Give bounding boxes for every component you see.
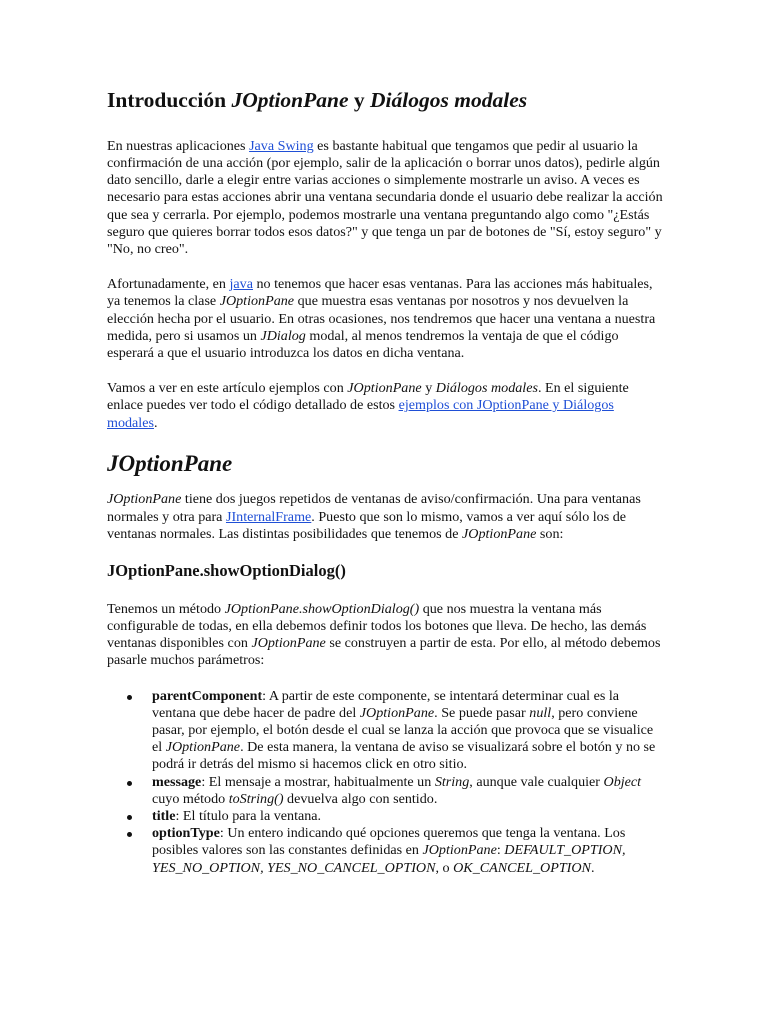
title-text: y xyxy=(348,88,371,112)
title-text-italic: Diálogos modales xyxy=(370,88,528,112)
jinternalframe-link[interactable]: JInternalFrame xyxy=(225,508,312,525)
java-link[interactable]: java xyxy=(229,276,253,293)
java-swing-link[interactable]: Java Swing xyxy=(249,137,314,154)
ejemplos-link[interactable]: ejemplos con JOptionPane y Diálogos modales xyxy=(107,397,614,431)
paragraph-showoptiondialog: Tenemos un método JOptionPane.showOptionDialog() que nos muestra la ventana más configurable de todas, en ella debemos definir todos los botones que lleva. De hecho, las demás ventanas disponibles con JOptionPane se construyen a partir de esta. Por ello, al método debemos pasarle muchos parámetros: xyxy=(107,600,661,669)
parameter-list xyxy=(107,688,663,877)
title-text: Introducción xyxy=(107,88,232,112)
paragraph-vamos-a-ver: Vamos a ver en este artículo ejemplos con JOptionPane y Diálogos modales. En el siguiente enlace puedes ver todo el código detallado de estos ejemplos con JOptionPane y Diálogos modales. xyxy=(107,380,629,431)
article-body xyxy=(107,88,663,877)
section-heading-joptionpane: JOptionPane xyxy=(107,450,233,476)
bullet-icon xyxy=(127,695,132,700)
intro-paragraph: En nuestras aplicaciones Java Swing es bastante habitual que tengamos que pedir al usuario la confirmación de una acción (por ejemplo, salir de la aplicación o borrar unos datos), pedirle algún dato sencillo, darle a elegir entre varias acciones o simplemente mostrarle un aviso. A veces es necesario para estas acciones abrir una ventana secundaria donde el usuario debe realizar la acción que sea y cerrarla. Por ejemplo, podemos mostrarle una ventana preguntando algo como "¿Estás seguro que quieres borrar todos esos datos?" y que tenga un par de botones de "Sí, estoy seguro" y "No, no creo". xyxy=(107,137,663,258)
bullet-icon xyxy=(127,815,132,820)
list-item: parentComponent: A partir de este componente, se intentará determinar cual es la ventana que debe hacer de padre del JOptionPane. Se puede pasar null, pero conviene pasar, por ejemplo, el botón desde el cual se lanza la acción que provoca que se visualice el JOptionPane. De esta manera, la ventana de aviso se visualizará sobre el botón y no se podrá ir detrás del mismo si hacemos click en otro sitio. xyxy=(107,688,663,774)
paragraph-joptionpane-intro: JOptionPane tiene dos juegos repetidos de ventanas de aviso/confirmación. Una para ventanas normales y otra para JInternalFrame. Puesto que son lo mismo, vamos a ver aquí sólo los de ventanas normales. Las distintas posibilidades que tenemos de JOptionPane son: xyxy=(107,491,641,542)
list-item: title: El título para la ventana. xyxy=(107,808,663,825)
subheading-showoptiondialog: JOptionPane.showOptionDialog() xyxy=(107,561,346,581)
bullet-icon xyxy=(127,832,132,837)
bullet-icon xyxy=(127,781,132,786)
paragraph-afortunadamente: Afortunadamente, en java no tenemos que hacer esas ventanas. Para las acciones más habituales, ya tenemos la clase JOptionPane que muestra esas ventanas por nosotros y nos devuelven la elección hecha por el usuario. En otras ocasiones, nos tendremos que hacer una ventana a nuestra medida, pero si usamos un JDialog modal, al menos tendremos la ventaja de que el código esperará a que el usuario introduzca los datos en dicha ventana. xyxy=(107,276,656,362)
list-item: message: El mensaje a mostrar, habitualmente un String, aunque vale cualquier Object cuyo método toString() devuelva algo con sentido. xyxy=(107,774,663,808)
page-title xyxy=(107,88,663,114)
list-item: optionType: Un entero indicando qué opciones queremos que tenga la ventana. Los posibles valores son las constantes definidas en JOptionPane: DEFAULT_OPTION, YES_NO_OPTION, YES_NO_CANCEL_OPTION, o OK_CANCEL_OPTION. xyxy=(107,825,663,877)
title-text-italic: JOptionPane xyxy=(231,88,349,112)
